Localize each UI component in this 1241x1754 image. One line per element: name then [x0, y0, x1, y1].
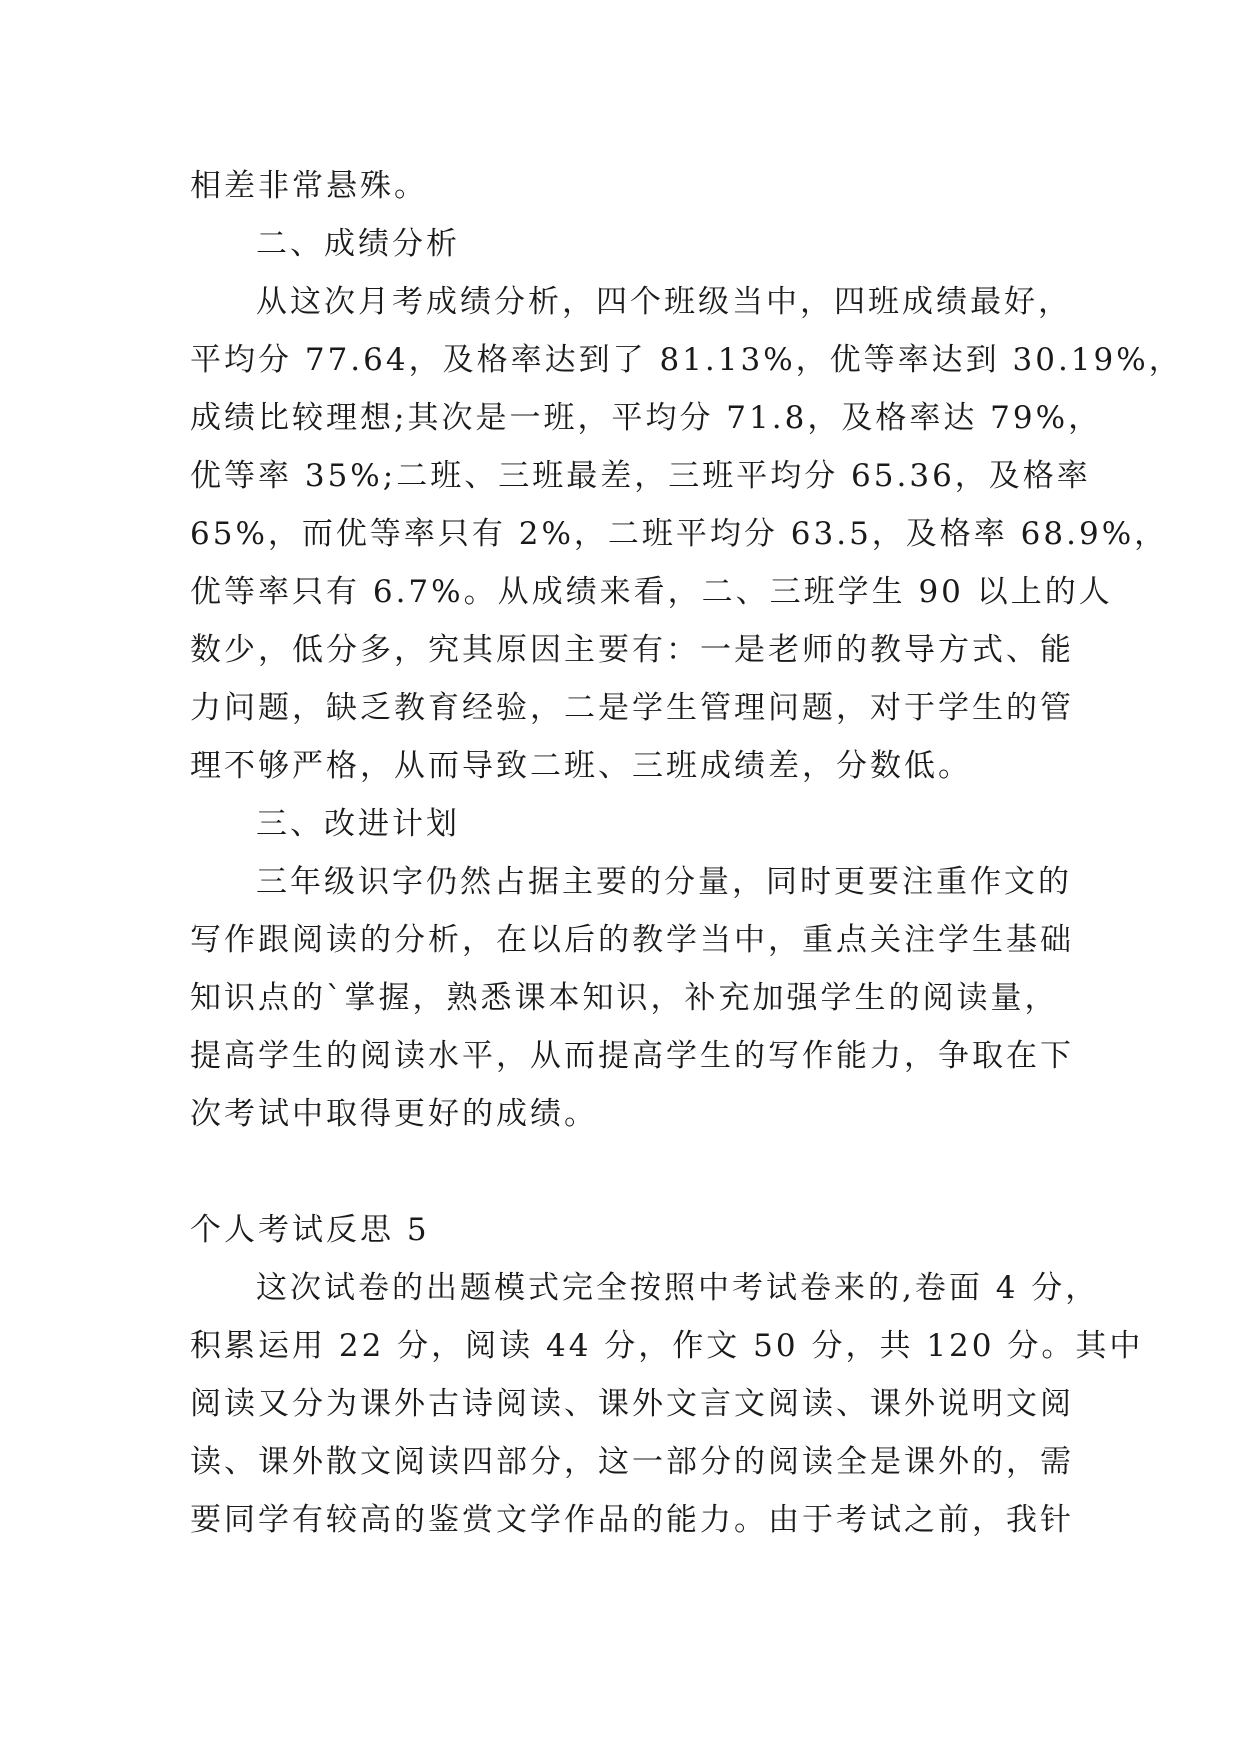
- text-line: 次考试中取得更好的成绩。: [190, 1096, 598, 1132]
- text-line: 从这次月考成绩分析，四个班级当中，四班成绩最好，: [256, 284, 1072, 320]
- text-line: 积累运用 22 分，阅读 44 分，作文 50 分，共 120 分。其中: [190, 1328, 1144, 1364]
- text-line: 这次试卷的出题模式完全按照中考试卷来的,卷面 4 分，: [256, 1270, 1100, 1306]
- text-line: 三年级识字仍然占据主要的分量，同时更要注重作文的: [256, 864, 1072, 900]
- text-line: 理不够严格，从而导致二班、三班成绩差，分数低。: [190, 748, 972, 784]
- text-line: 要同学有较高的鉴赏文学作品的能力。由于考试之前，我针: [190, 1502, 1074, 1538]
- text-line: 成绩比较理想;其次是一班，平均分 71.8，及格率达 79%，: [190, 400, 1103, 436]
- text-line: 相差非常悬殊。: [190, 168, 428, 204]
- text-line: 65%，而优等率只有 2%，二班平均分 63.5，及格率 68.9%，: [190, 516, 1169, 552]
- article-title: 个人考试反思 5: [190, 1212, 430, 1248]
- text-line: 优等率 35%;二班、三班最差，三班平均分 65.36，及格率: [190, 458, 1091, 494]
- section-heading: 三、改进计划: [256, 806, 460, 842]
- text-line: 力问题，缺乏教育经验，二是学生管理问题，对于学生的管: [190, 690, 1074, 726]
- text-line: 写作跟阅读的分析，在以后的教学当中，重点关注学生基础: [190, 922, 1074, 958]
- text-line: 读、课外散文阅读四部分，这一部分的阅读全是课外的，需: [190, 1444, 1074, 1480]
- text-line: 数少，低分多，究其原因主要有：一是老师的教导方式、能: [190, 632, 1074, 668]
- section-heading: 二、成绩分析: [256, 226, 460, 262]
- text-line: 提高学生的阅读水平，从而提高学生的写作能力，争取在下: [190, 1038, 1074, 1074]
- text-line: 知识点的`掌握，熟悉课本知识，补充加强学生的阅读量，: [190, 980, 1059, 1016]
- text-line: 平均分 77.64，及格率达到了 81.13%，优等率达到 30.19%，: [190, 342, 1183, 378]
- text-line: 阅读又分为课外古诗阅读、课外文言文阅读、课外说明文阅: [190, 1386, 1074, 1422]
- text-line: 优等率只有 6.7%。从成绩来看，二、三班学生 90 以上的人: [190, 574, 1113, 610]
